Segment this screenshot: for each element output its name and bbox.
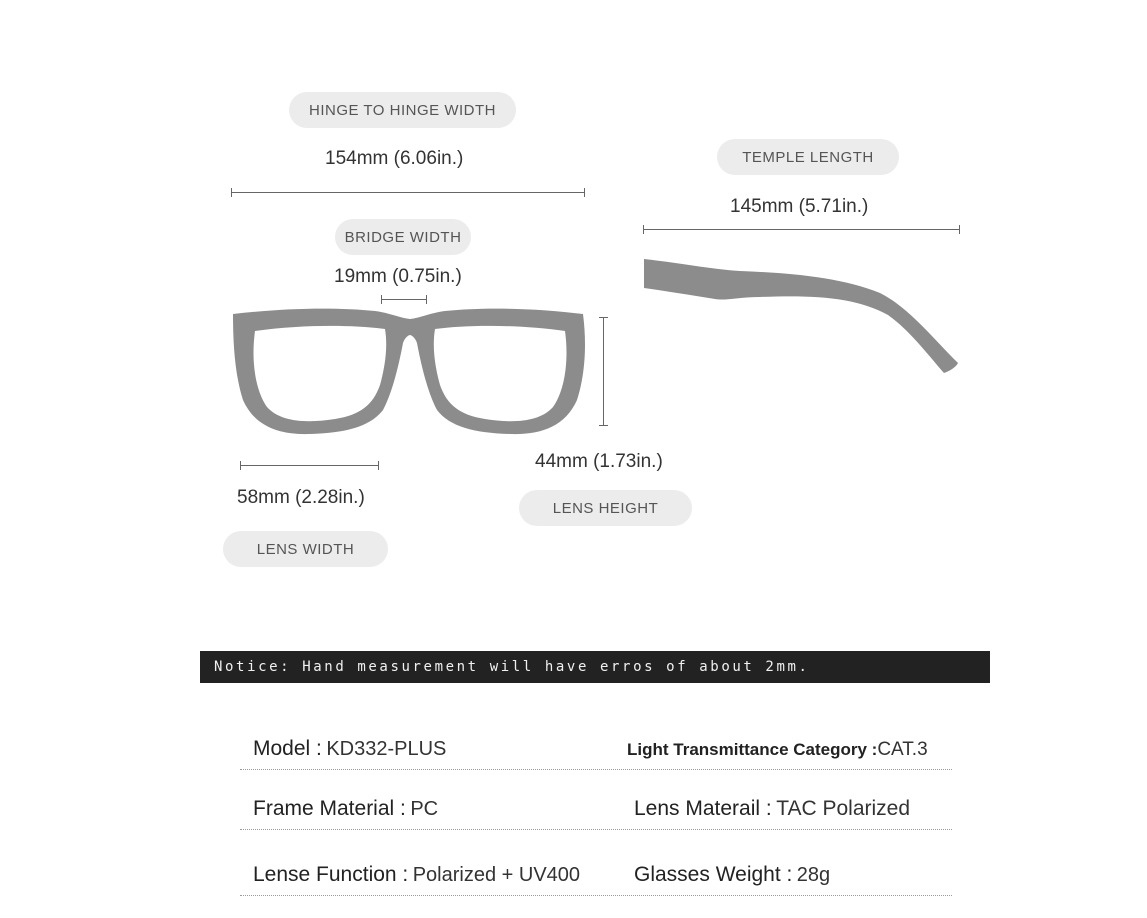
spec-light-transmittance [627,739,928,761]
lens-width-dimension-line [240,465,379,466]
bridge-width-value: 19mm (0.75in.) [334,266,462,287]
spec-glasses-weight [634,863,830,887]
temple-length-dimension-line [643,229,960,230]
lens-width-value: 58mm (2.28in.) [237,487,365,508]
spec-row-2 [240,789,952,830]
spec-lens-material-value: TAC Polarized [776,797,911,820]
spec-lens-material [634,797,910,821]
spec-lense-function-key: Lense Function : [253,863,409,886]
bridge-width-dimension-line [381,299,427,300]
spec-row-1 [240,729,952,770]
lens-height-value: 44mm (1.73in.) [535,451,663,472]
measurement-notice-bar: Notice: Hand measurement will have erros of about 2mm. [200,651,990,683]
spec-frame-material [253,797,438,821]
lens-height-label: LENS HEIGHT [519,490,692,526]
spec-row-3 [240,855,952,896]
spec-light-transmittance-key: Light Transmittance Category : [627,740,878,759]
spec-model [253,737,446,761]
spec-frame-material-key: Frame Material : [253,797,406,820]
spec-lense-function-value: Polarized + UV400 [412,864,581,886]
temple-length-value: 145mm (5.71in.) [730,196,869,217]
lens-height-dimension-line [603,317,604,426]
glasses-front-illustration [225,305,595,440]
spec-light-transmittance-value: CAT.3 [877,739,928,760]
spec-frame-material-value: PC [410,798,439,820]
spec-lens-material-key: Lens Materail : [634,797,772,820]
temple-length-label: TEMPLE LENGTH [717,139,899,175]
bridge-width-label: BRIDGE WIDTH [335,219,471,255]
glasses-temple-illustration [640,255,965,380]
hinge-to-hinge-value: 154mm (6.06in.) [325,148,464,169]
spec-lense-function [253,863,580,887]
spec-model-key: Model : [253,737,322,760]
hinge-to-hinge-label: HINGE TO HINGE WIDTH [289,92,516,128]
spec-model-value: KD332-PLUS [326,738,447,760]
spec-glasses-weight-key: Glasses Weight : [634,863,793,886]
lens-width-label: LENS WIDTH [223,531,388,567]
spec-glasses-weight-value: 28g [796,864,831,886]
hinge-to-hinge-dimension-line [231,192,585,193]
